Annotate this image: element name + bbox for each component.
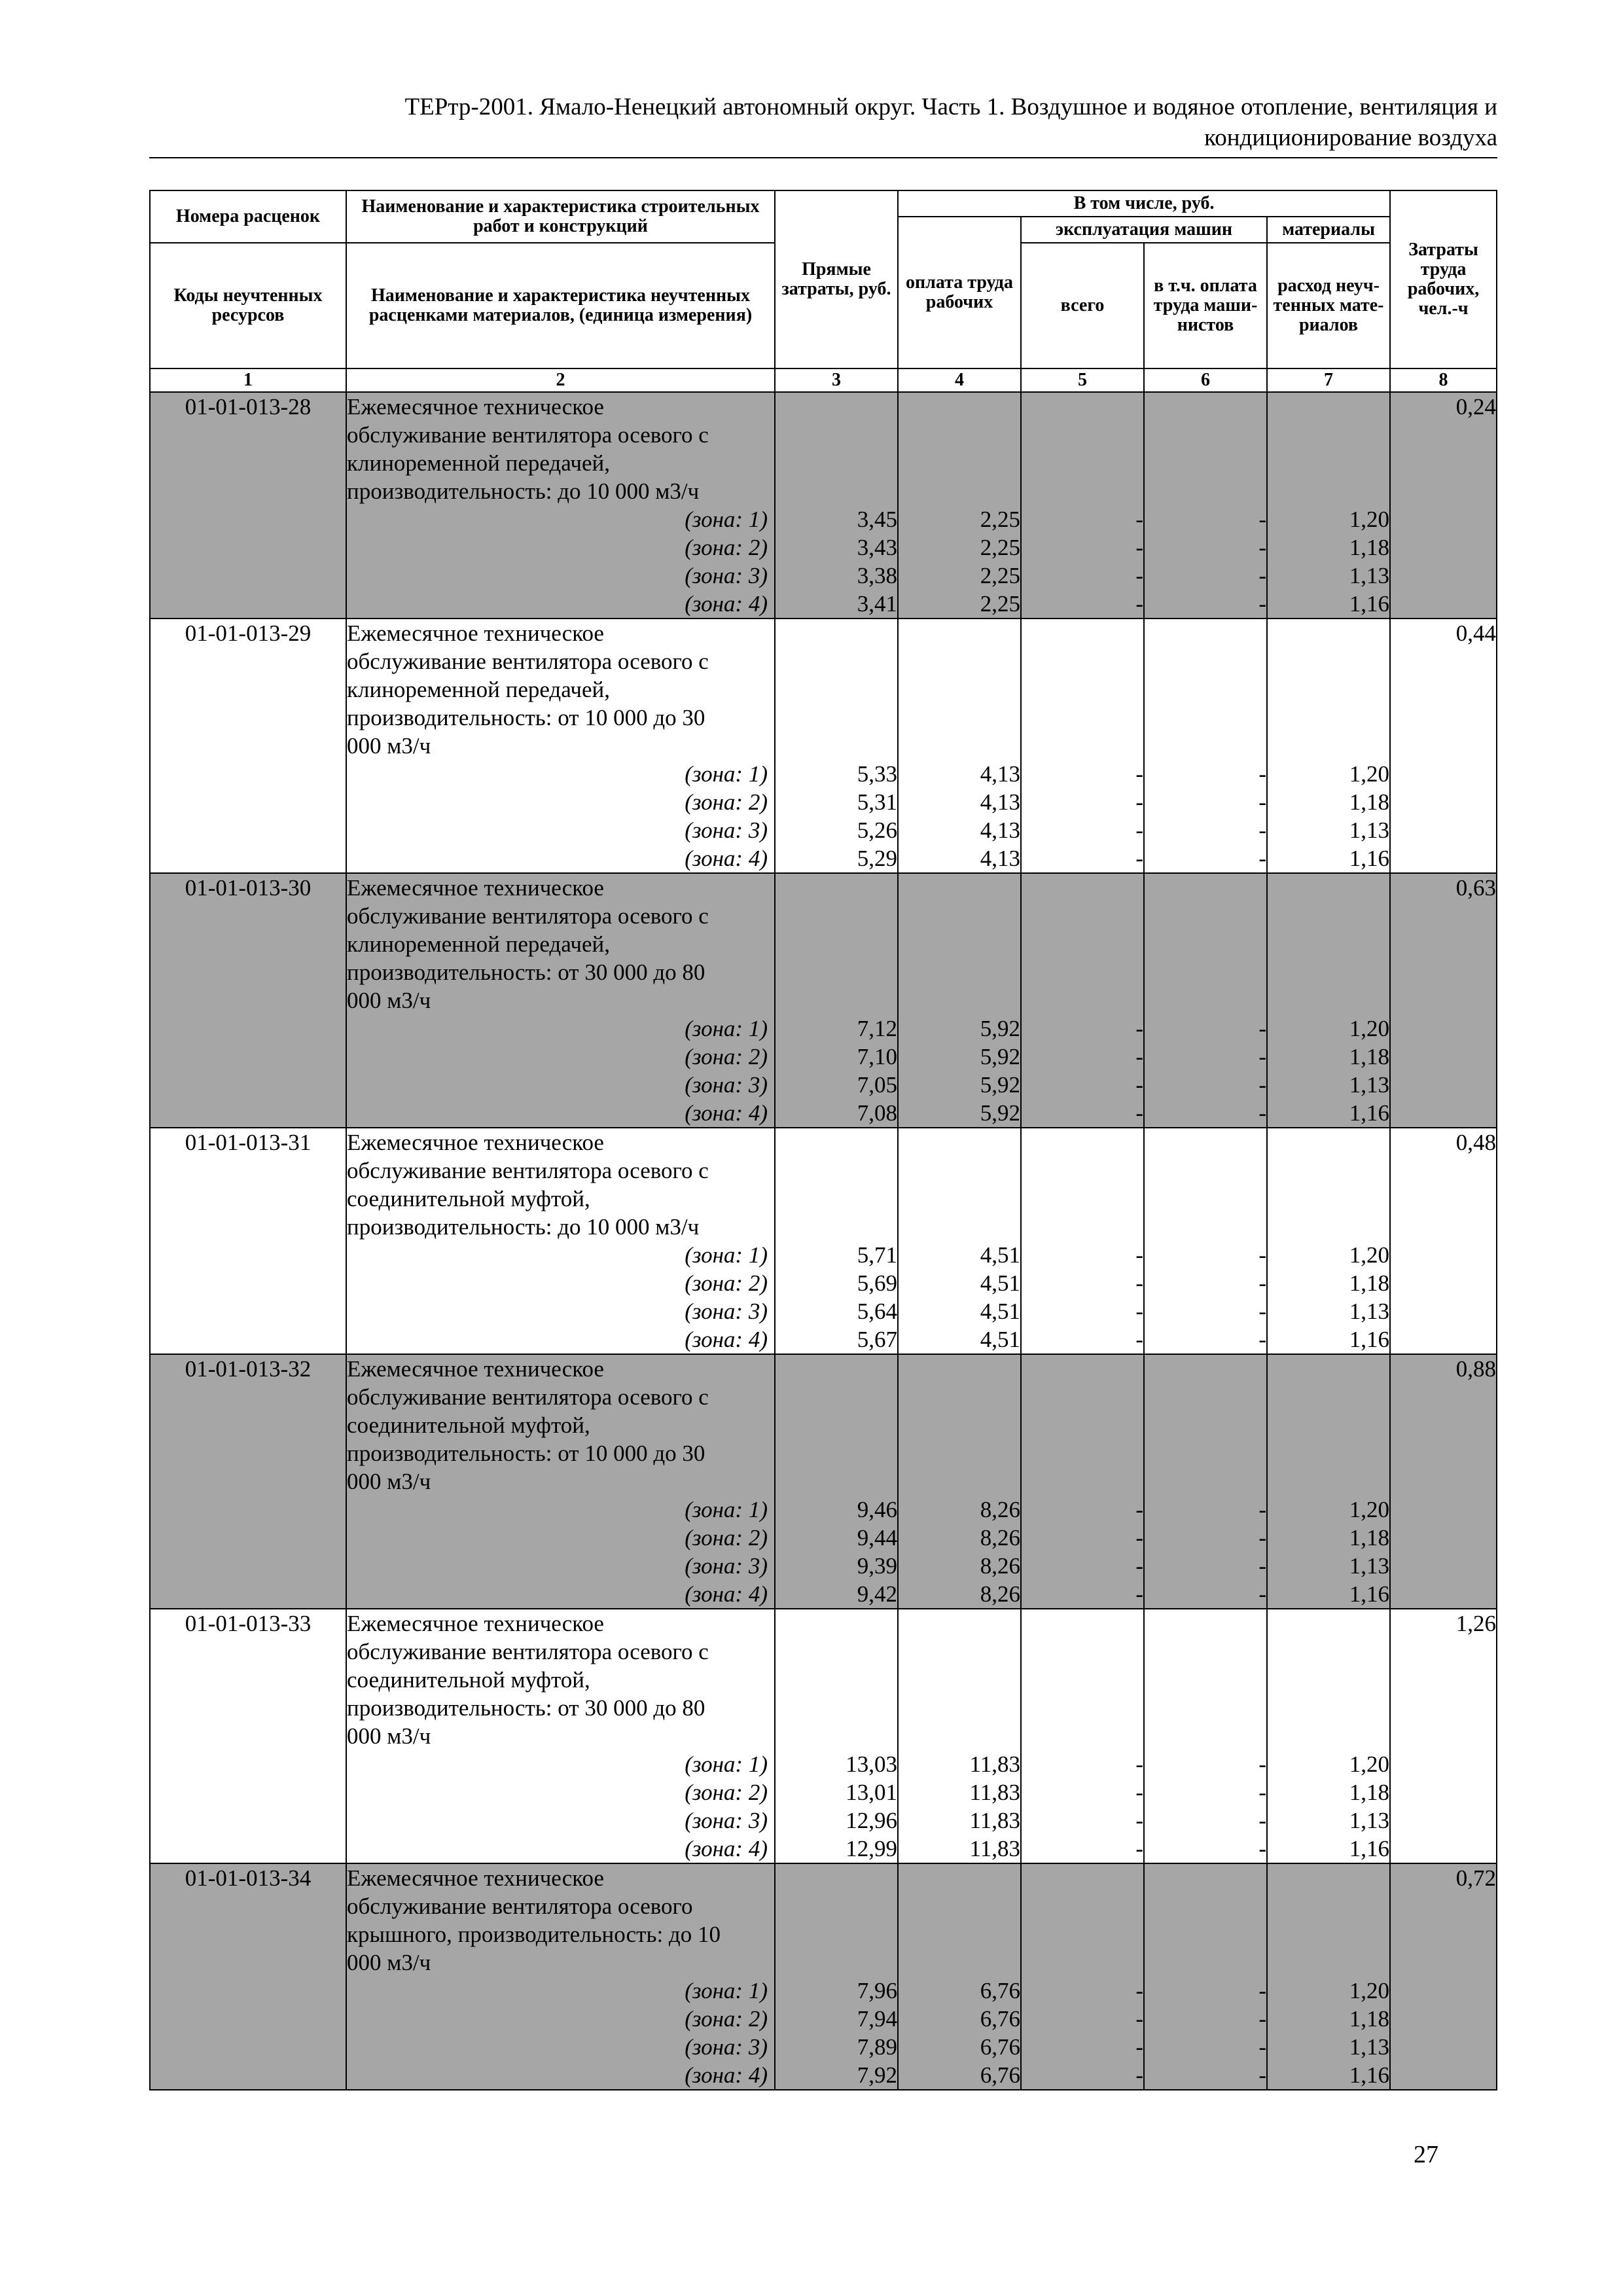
direct-cost: 9,42 [857,1581,897,1607]
zone-label: (зона: 4) [685,1581,768,1607]
table-row [150,1354,1497,1609]
rate-code: 01-01-013-34 [150,1863,346,2090]
zone-label: (зона: 2) [685,1270,768,1296]
direct-cost-cell [775,1609,898,1863]
direct-cost: 13,01 [846,1780,897,1805]
machine-total: - [1135,1327,1143,1352]
rate-record [150,392,1497,619]
machine-total: - [1135,846,1143,871]
direct-cost: 13,03 [846,1751,897,1777]
header-materials: материалы [1267,217,1390,243]
zone-label: (зона: 1) [685,1497,768,1522]
direct-cost: 5,69 [857,1270,897,1296]
materials-cost: 1,16 [1349,1836,1390,1861]
machine-total-cell [1021,873,1144,1128]
header-unaccounted-materials: расход неуч-тенных мате-риалов [1267,243,1390,368]
operator-wage-cell [1144,392,1267,619]
machine-total: - [1135,563,1143,588]
rate-code: 01-01-013-30 [150,873,346,1128]
worker-wage: 11,83 [969,1780,1020,1805]
machine-total: - [1135,1044,1143,1069]
work-description [346,1609,775,1863]
machine-total: - [1135,1270,1143,1296]
description-line: производительность: от 10 000 до 30 [347,1441,705,1466]
work-description [346,1863,775,2090]
materials-cost: 1,16 [1349,846,1390,871]
machine-total: - [1135,507,1143,532]
direct-cost: 12,99 [846,1836,897,1861]
machine-total: - [1135,2006,1143,2032]
direct-cost: 9,46 [857,1497,897,1522]
operator-wage-cell [1144,619,1267,873]
machine-total-cell [1021,1863,1144,2090]
direct-cost: 5,64 [857,1299,897,1324]
header-work-name: Наименование и характеристика строительных работ и конструкций [346,190,775,243]
machine-total: - [1135,1836,1143,1861]
direct-cost-cell [775,1863,898,2090]
description-line: 000 м3/ч [347,1723,431,1749]
table-row [150,873,1497,1128]
rate-code: 01-01-013-31 [150,1128,346,1354]
machine-total-cell [1021,619,1144,873]
operator-wage-cell [1144,1863,1267,2090]
zone-label: (зона: 2) [685,789,768,815]
worker-wage-cell [898,1128,1021,1354]
worker-wage-cell [898,1354,1021,1609]
direct-cost-cell [775,1354,898,1609]
header-rate-numbers: Номера расценок [150,190,346,243]
header-including: В том числе, руб. [898,190,1390,217]
machine-total-cell [1021,1354,1144,1609]
materials-cost: 1,20 [1349,1242,1390,1268]
labor-cost: 1,26 [1390,1609,1497,1863]
rate-record [150,873,1497,1128]
materials-cost: 1,16 [1349,1100,1390,1126]
column-number: 4 [898,368,1021,392]
direct-cost: 9,44 [857,1525,897,1551]
machine-total: - [1135,1016,1143,1041]
operator-wage: - [1258,1525,1266,1551]
operator-wage: - [1258,1016,1266,1041]
machine-total: - [1135,1780,1143,1805]
worker-wage-cell [898,1609,1021,1863]
rate-code: 01-01-013-33 [150,1609,346,1863]
operator-wage: - [1258,535,1266,560]
operator-wage: - [1258,1978,1266,2003]
materials-cost: 1,20 [1349,1016,1390,1041]
zone-label: (зона: 4) [685,2062,768,2088]
labor-cost: 0,24 [1390,392,1497,619]
zone-label: (зона: 4) [685,1100,768,1126]
materials-cost-cell [1267,619,1390,873]
operator-wage: - [1258,563,1266,588]
table-row [150,1128,1497,1354]
worker-wage: 6,76 [980,2006,1020,2032]
description-line: обслуживание вентилятора осевого с [347,1384,709,1410]
direct-cost-cell [775,1128,898,1354]
column-number: 7 [1267,368,1390,392]
operator-wage: - [1258,1497,1266,1522]
header-worker-wages: оплата труда рабочих [898,217,1021,368]
description-line: клиноременной передачей, [347,931,610,957]
direct-cost: 3,43 [857,535,897,560]
description-line: соединительной муфтой, [347,1412,590,1438]
machine-total: - [1135,789,1143,815]
machine-total: - [1135,1978,1143,2003]
description-line: Ежемесячное техническое [347,394,604,420]
description-line: 000 м3/ч [347,1950,431,1975]
zone-label: (зона: 2) [685,2006,768,2032]
description-line: Ежемесячное техническое [347,1865,604,1891]
description-line: Ежемесячное техническое [347,1356,604,1382]
materials-cost: 1,13 [1349,2034,1390,2060]
materials-cost-cell [1267,1354,1390,1609]
worker-wage: 4,51 [980,1242,1020,1268]
materials-cost: 1,16 [1349,1327,1390,1352]
direct-cost: 7,10 [857,1044,897,1069]
operator-wage: - [1258,2062,1266,2088]
worker-wage: 4,13 [980,761,1020,787]
materials-cost: 1,13 [1349,1072,1390,1098]
zone-label: (зона: 3) [685,1808,768,1833]
direct-cost: 7,96 [857,1978,897,2003]
zone-label: (зона: 1) [685,507,768,532]
direct-cost-cell [775,392,898,619]
zone-label: (зона: 2) [685,535,768,560]
operator-wage: - [1258,1836,1266,1861]
direct-cost: 5,67 [857,1327,897,1352]
description-line: производительность: от 10 000 до 30 [347,705,705,730]
worker-wage: 6,76 [980,2034,1020,2060]
operator-wage: - [1258,1242,1266,1268]
rate-record [150,1354,1497,1609]
header-resource-codes: Коды неучтенных ресурсов [150,243,346,368]
operator-wage: - [1258,1044,1266,1069]
materials-cost-cell [1267,873,1390,1128]
zone-label: (зона: 2) [685,1044,768,1069]
table-row [150,392,1497,619]
operator-wage: - [1258,1270,1266,1296]
column-number: 6 [1144,368,1267,392]
zone-label: (зона: 1) [685,1751,768,1777]
worker-wage: 2,25 [980,507,1020,532]
worker-wage: 5,92 [980,1072,1020,1098]
description-line: 000 м3/ч [347,1469,431,1494]
worker-wage: 5,92 [980,1016,1020,1041]
description-line: крышного, производительность: до 10 [347,1922,721,1947]
materials-cost: 1,18 [1349,2006,1390,2032]
materials-cost: 1,16 [1349,591,1390,617]
machine-total-cell [1021,1609,1144,1863]
worker-wage: 6,76 [980,1978,1020,2003]
running-header-line2: кондиционирование воздуха [1204,124,1497,151]
operator-wage: - [1258,1581,1266,1607]
table-row [150,1863,1497,2090]
header-direct-costs: Прямые затраты, руб. [775,190,898,368]
rate-record [150,1609,1497,1863]
materials-cost: 1,20 [1349,1497,1390,1522]
direct-cost: 5,33 [857,761,897,787]
description-line: обслуживание вентилятора осевого с [347,422,709,448]
machine-total-cell [1021,1128,1144,1354]
machine-total: - [1135,817,1143,843]
machine-total: - [1135,1299,1143,1324]
page-number: 27 [1414,2141,1438,2168]
machine-total: - [1135,2034,1143,2060]
direct-cost: 9,39 [857,1553,897,1579]
machine-total: - [1135,591,1143,617]
worker-wage-cell [898,619,1021,873]
materials-cost: 1,13 [1349,1299,1390,1324]
header-material-name: Наименование и характеристика неучтенных расценками материалов, (единица измерения) [346,243,775,368]
operator-wage: - [1258,817,1266,843]
operator-wage: - [1258,1100,1266,1126]
rate-record [150,619,1497,873]
description-line: обслуживание вентилятора осевого с [347,649,709,674]
direct-cost: 5,29 [857,846,897,871]
direct-cost: 3,45 [857,507,897,532]
zone-label: (зона: 3) [685,2034,768,2060]
zone-label: (зона: 3) [685,1553,768,1579]
labor-cost: 0,44 [1390,619,1497,873]
zone-label: (зона: 1) [685,1978,768,2003]
worker-wage: 8,26 [980,1581,1020,1607]
worker-wage: 2,25 [980,591,1020,617]
column-number: 2 [346,368,775,392]
operator-wage-cell [1144,873,1267,1128]
rate-code: 01-01-013-32 [150,1354,346,1609]
worker-wage: 8,26 [980,1525,1020,1551]
zone-label: (зона: 3) [685,817,768,843]
description-line: обслуживание вентилятора осевого с [347,903,709,929]
direct-cost: 7,92 [857,2062,897,2088]
direct-cost: 3,38 [857,563,897,588]
worker-wage: 2,25 [980,563,1020,588]
worker-wage: 11,83 [969,1808,1020,1833]
zone-label: (зона: 4) [685,591,768,617]
direct-cost: 7,05 [857,1072,897,1098]
operator-wage: - [1258,1751,1266,1777]
header-machine-total: всего [1021,243,1144,368]
direct-cost: 7,08 [857,1100,897,1126]
header-machine-operation: эксплуатация машин [1021,217,1267,243]
operator-wage: - [1258,2034,1266,2060]
description-line: производительность: до 10 000 м3/ч [347,478,700,504]
description-line: Ежемесячное техническое [347,875,604,901]
worker-wage: 5,92 [980,1044,1020,1069]
materials-cost-cell [1267,1609,1390,1863]
machine-total: - [1135,535,1143,560]
work-description [346,1354,775,1609]
description-line: производительность: от 30 000 до 80 [347,1695,705,1721]
machine-total: - [1135,1100,1143,1126]
worker-wage-cell [898,873,1021,1128]
labor-cost: 0,63 [1390,873,1497,1128]
column-number: 3 [775,368,898,392]
column-number: 1 [150,368,346,392]
column-number: 5 [1021,368,1144,392]
machine-total: - [1135,1242,1143,1268]
operator-wage: - [1258,1808,1266,1833]
machine-total: - [1135,2062,1143,2088]
zone-label: (зона: 2) [685,1525,768,1551]
operator-wage: - [1258,761,1266,787]
rates-table [149,190,1497,2090]
materials-cost: 1,18 [1349,1780,1390,1805]
description-line: Ежемесячное техническое [347,1611,604,1636]
work-description [346,1128,775,1354]
worker-wage-cell [898,1863,1021,2090]
machine-total: - [1135,1072,1143,1098]
direct-cost: 5,26 [857,817,897,843]
materials-cost: 1,16 [1349,1581,1390,1607]
work-description [346,392,775,619]
operator-wage-cell [1144,1354,1267,1609]
header-divider [149,157,1497,158]
worker-wage: 6,76 [980,2062,1020,2088]
machine-total: - [1135,1553,1143,1579]
rate-record [150,1128,1497,1354]
description-line: 000 м3/ч [347,733,431,759]
worker-wage: 8,26 [980,1553,1020,1579]
description-line: обслуживание вентилятора осевого с [347,1158,709,1183]
direct-cost-cell [775,619,898,873]
worker-wage: 11,83 [969,1836,1020,1861]
worker-wage: 4,13 [980,789,1020,815]
materials-cost: 1,20 [1349,761,1390,787]
direct-cost-cell [775,873,898,1128]
materials-cost: 1,18 [1349,789,1390,815]
worker-wage: 4,51 [980,1327,1020,1352]
header-labor-costs: Затраты труда рабочих, чел.-ч [1390,190,1497,368]
direct-cost: 5,71 [857,1242,897,1268]
description-line: клиноременной передачей, [347,450,610,476]
machine-total: - [1135,761,1143,787]
worker-wage: 5,92 [980,1100,1020,1126]
machine-total: - [1135,1808,1143,1833]
running-header [149,92,1497,153]
operator-wage: - [1258,507,1266,532]
worker-wage: 4,51 [980,1299,1020,1324]
zone-label: (зона: 1) [685,1016,768,1041]
machine-total: - [1135,1497,1143,1522]
operator-wage: - [1258,591,1266,617]
description-line: соединительной муфтой, [347,1667,590,1693]
materials-cost-cell [1267,1128,1390,1354]
operator-wage: - [1258,2006,1266,2032]
materials-cost: 1,20 [1349,507,1390,532]
machine-total-cell [1021,392,1144,619]
materials-cost: 1,18 [1349,1525,1390,1551]
worker-wage: 4,51 [980,1270,1020,1296]
operator-wage: - [1258,1553,1266,1579]
worker-wage: 2,25 [980,535,1020,560]
table-row [150,619,1497,873]
table-row [150,1609,1497,1863]
materials-cost: 1,18 [1349,535,1390,560]
materials-cost-cell [1267,1863,1390,2090]
zone-label: (зона: 4) [685,846,768,871]
worker-wage: 4,13 [980,817,1020,843]
materials-cost: 1,18 [1349,1044,1390,1069]
materials-cost: 1,16 [1349,2062,1390,2088]
operator-wage-cell [1144,1609,1267,1863]
direct-cost: 7,94 [857,2006,897,2032]
zone-label: (зона: 3) [685,563,768,588]
column-number: 8 [1390,368,1497,392]
materials-cost: 1,20 [1349,1978,1390,2003]
materials-cost-cell [1267,392,1390,619]
labor-cost: 0,88 [1390,1354,1497,1609]
materials-cost: 1,20 [1349,1751,1390,1777]
operator-wage: - [1258,1072,1266,1098]
worker-wage-cell [898,392,1021,619]
description-line: обслуживание вентилятора осевого с [347,1639,709,1664]
zone-label: (зона: 2) [685,1780,768,1805]
zone-label: (зона: 3) [685,1072,768,1098]
description-line: производительность: до 10 000 м3/ч [347,1214,700,1240]
table-header [150,190,1497,392]
operator-wage-cell [1144,1128,1267,1354]
operator-wage: - [1258,1780,1266,1805]
description-line: клиноременной передачей, [347,677,610,702]
machine-total: - [1135,1581,1143,1607]
zone-label: (зона: 4) [685,1327,768,1352]
materials-cost: 1,13 [1349,1553,1390,1579]
worker-wage: 11,83 [969,1751,1020,1777]
materials-cost: 1,13 [1349,817,1390,843]
header-operator-wages: в т.ч. оплата труда маши-нистов [1144,243,1267,368]
labor-cost: 0,48 [1390,1128,1497,1354]
worker-wage: 4,13 [980,846,1020,871]
running-header-line1: ТЕРтр-2001. Ямало-Ненецкий автономный округ. Часть 1. Воздушное и водяное отопление, вентиляция и [404,94,1497,120]
machine-total: - [1135,1751,1143,1777]
labor-cost: 0,72 [1390,1863,1497,2090]
operator-wage: - [1258,789,1266,815]
description-line: 000 м3/ч [347,988,431,1013]
direct-cost: 7,89 [857,2034,897,2060]
rate-record [150,1863,1497,2090]
direct-cost: 3,41 [857,591,897,617]
work-description [346,619,775,873]
operator-wage: - [1258,1299,1266,1324]
work-description [346,873,775,1128]
materials-cost: 1,13 [1349,1808,1390,1833]
zone-label: (зона: 1) [685,1242,768,1268]
operator-wage: - [1258,846,1266,871]
description-line: Ежемесячное техническое [347,1130,604,1155]
rate-code: 01-01-013-28 [150,392,346,619]
direct-cost: 7,12 [857,1016,897,1041]
description-line: производительность: от 30 000 до 80 [347,960,705,985]
worker-wage: 8,26 [980,1497,1020,1522]
machine-total: - [1135,1525,1143,1551]
direct-cost: 5,31 [857,789,897,815]
zone-label: (зона: 4) [685,1836,768,1861]
direct-cost: 12,96 [846,1808,897,1833]
description-line: Ежемесячное техническое [347,620,604,646]
materials-cost: 1,13 [1349,563,1390,588]
operator-wage: - [1258,1327,1266,1352]
materials-cost: 1,18 [1349,1270,1390,1296]
zone-label: (зона: 3) [685,1299,768,1324]
zone-label: (зона: 1) [685,761,768,787]
description-line: обслуживание вентилятора осевого [347,1893,693,1919]
description-line: соединительной муфтой, [347,1186,590,1211]
rate-code: 01-01-013-29 [150,619,346,873]
